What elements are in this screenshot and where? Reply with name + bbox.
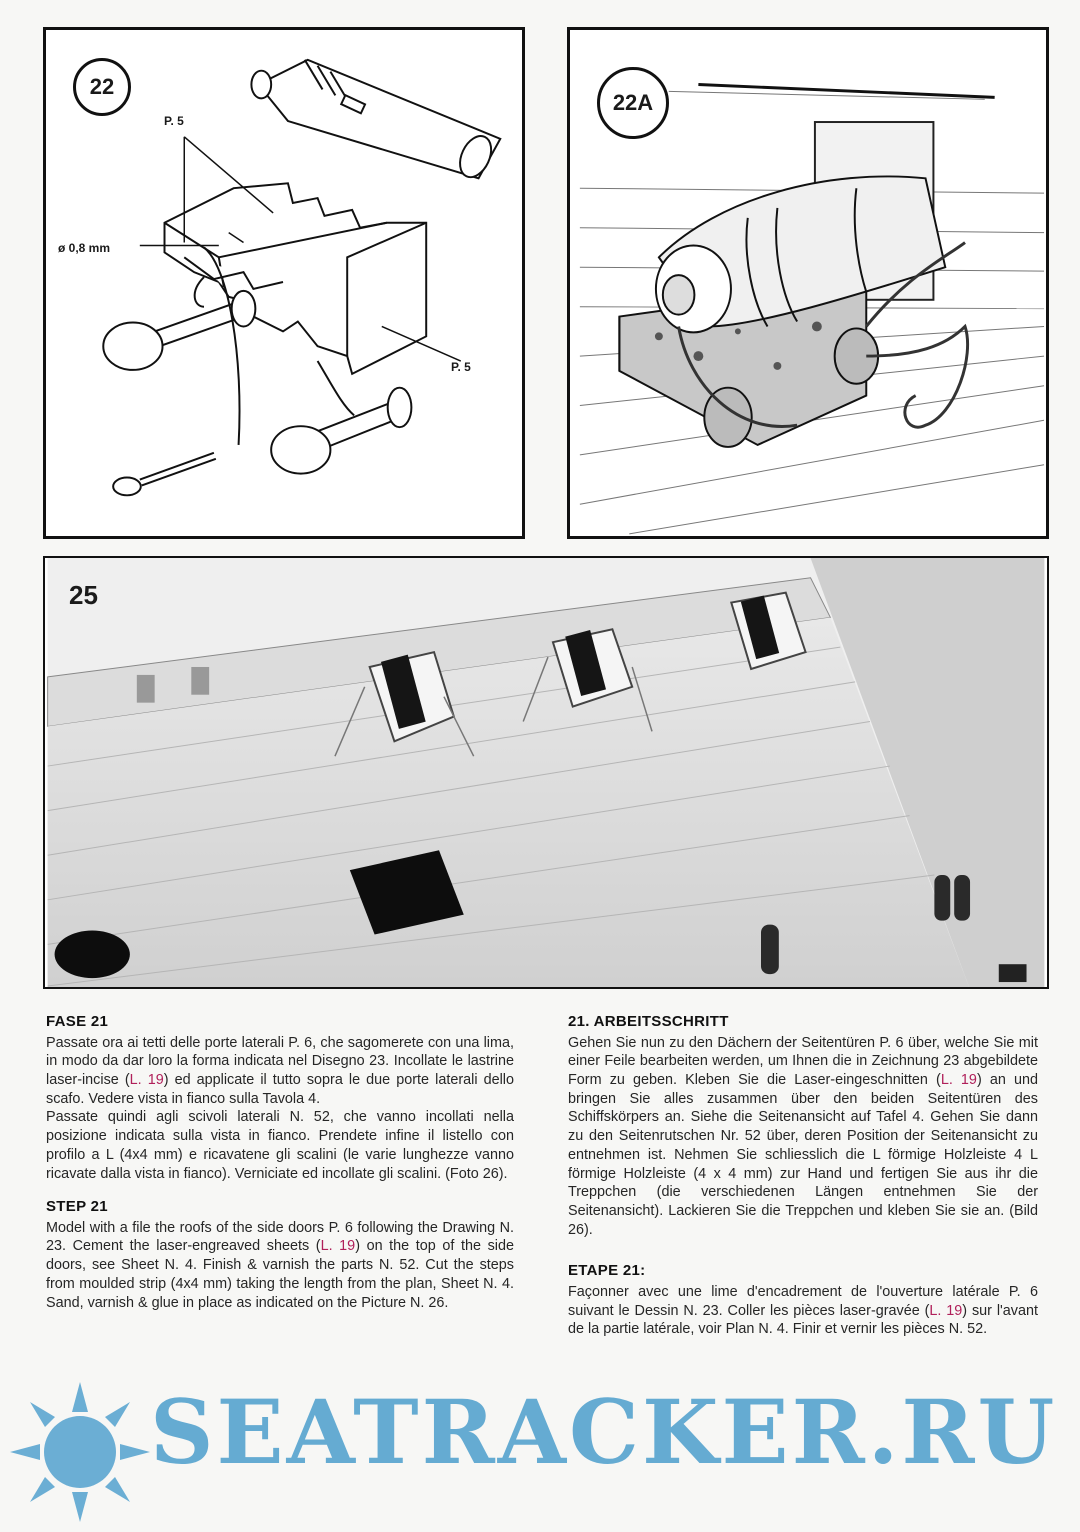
text-column-left — [46, 1012, 514, 1312]
photo-25 — [43, 556, 1049, 989]
figure-22-number: 22 — [73, 58, 131, 116]
text-column-right — [568, 1012, 1038, 1339]
figure-22a-number: 22A — [597, 67, 669, 139]
reference-l19: L. 19 — [929, 1302, 963, 1319]
watermark-sun-logo-icon — [0, 1372, 160, 1532]
reference-l19: L. 19 — [129, 1071, 164, 1088]
reference-l19: L. 19 — [940, 1071, 977, 1088]
heading-etape-21: ETAPE 21: — [568, 1262, 646, 1280]
heading-fase-21: FASE 21 — [46, 1013, 109, 1030]
figure-22a-drawing — [567, 27, 1049, 539]
label-diameter: ø 0,8 mm — [58, 241, 111, 255]
paragraph-fase-21-a: Passate ora ai tetti delle porte laterali P. 6, che sagomerete con una lima, in modo da dar loro la forma indicata nel Disegno 23. Incollate le lastrine laser-incise (L. 19) ed applicate il tutto sopra le due porte laterali dello scafo. Vedere vista in fianco sulla Tavola 4. — [46, 1034, 514, 1107]
watermark-seatracker: SEATRACKER.RU — [150, 1380, 1058, 1484]
deck-photo — [45, 558, 1047, 987]
photo-25-number: 25 — [69, 580, 98, 610]
paragraph-arbeitsschritt-21: Gehen Sie nun zu den Dächern der Seitentüren P. 6 über, welche Sie mit einer Feile bearbeiten werden, um Ihnen die in Zeichnung 23 abgebildete Form zu geben. Kleben Sie die Laser-eingeschnitten (L. 19) an und bringen Sie alles zusammen über den beiden Seitentüren des Schiffskörpers an. Siehe die Seitenansicht auf Tafel 4. Gehen Sie dann zu den Seitenrutschen Nr. 52 über, deren Position der Seitenansicht zu entnehmen ist. Nehmen Sie schliesslich die L förmige Holzleiste 4 L förmige Holzleiste (4 x 4 mm) zur Hand und fertigen Sie aus ihr die Treppchen (die verschiedenen Längen entnehmen Sie der Seitenansicht). Lackieren Sie die Treppchen und kleben Sie sie an. (Bild 26). — [568, 1034, 1038, 1238]
paragraph-fase-21-b: Passate quindi agli scivoli laterali N. 52, che vanno incollati nella posizione indicata sulla vista in fianco. Prendete infine il listello con profilo a L (4x4 mm) e ricavatene gli scalini (le varie lunghezze vanno ricavate dalla vista in fianco). Verniciate ed incollate gli scalini. (Foto 26). — [46, 1109, 514, 1182]
label-p5-top: P. 5 — [164, 114, 184, 128]
heading-step-21: STEP 21 — [46, 1198, 108, 1216]
label-p5-bottom: P. 5 — [451, 360, 471, 374]
paragraph-step-21: Model with a file the roofs of the side doors P. 6 following the Drawing N. 23. Cement the laser-engreaved sheets (L. 19) on the top of the side doors, see Sheet N. 4. Finish & varnish the parts N. 52. Cut the steps from moulded strip (4x4 mm) taking the length from the plan, Sheet N. 4. Sand, varnish & glue in place as indicated on the Picture N. 26. — [46, 1219, 514, 1311]
figure-22-drawing — [43, 27, 525, 539]
paragraph-etape-21: Façonner avec une lime d'encadrement de l'ouverture latérale P. 6 suivant le Dessin N. 23. Coller les pièces laser-gravée (L. 19) sur l'avant de la partie latérale, voir Plan N. 4. Finir et vernir les pièces N. 52. — [568, 1283, 1038, 1338]
heading-arbeitsschritt-21: 21. ARBEITSSCHRITT — [568, 1013, 729, 1030]
reference-l19: L. 19 — [320, 1238, 356, 1255]
